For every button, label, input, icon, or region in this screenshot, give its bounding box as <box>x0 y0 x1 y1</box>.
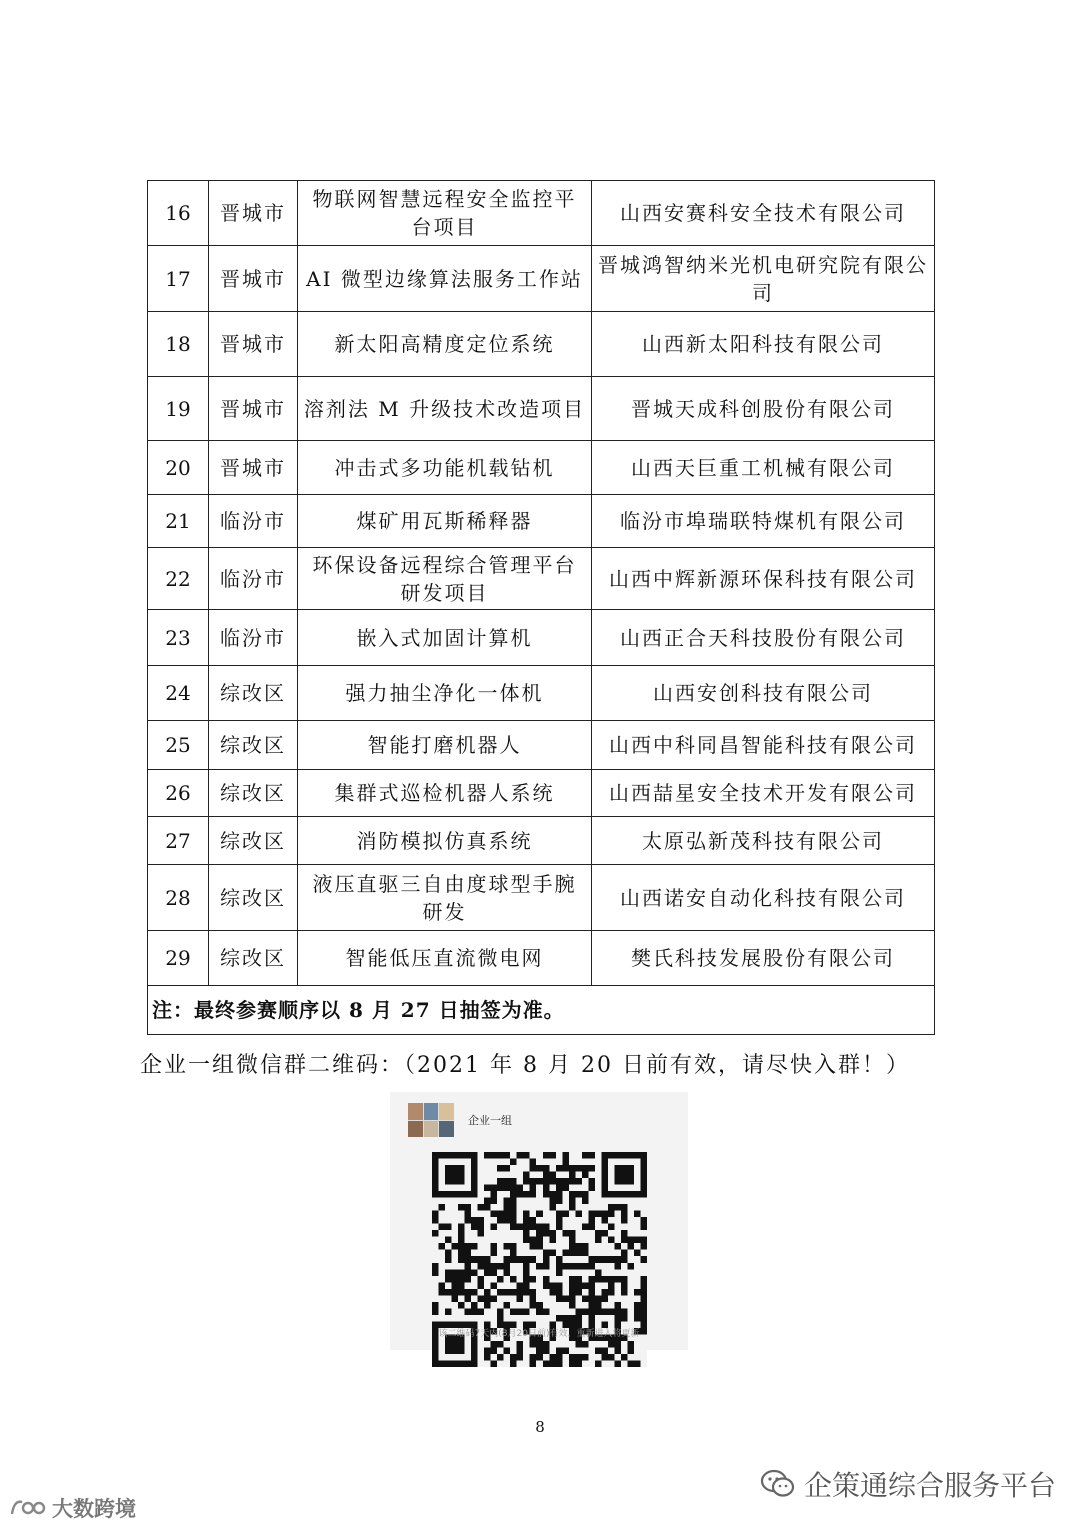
row-company: 樊氏科技发展股份有限公司 <box>592 931 935 986</box>
row-number: 24 <box>148 666 209 721</box>
watermark-left-text: 大数跨境 <box>52 1497 136 1521</box>
row-number: 20 <box>148 441 209 495</box>
table-row <box>148 181 935 246</box>
row-city: 综改区 <box>209 865 298 931</box>
qr-caption: 企业一组微信群二维码：（2021 年 8 月 20 日前有效，请尽快入群！） <box>140 1053 910 1078</box>
row-project: 煤矿用瓦斯稀释器 <box>298 495 592 548</box>
table-row <box>148 666 935 721</box>
row-company: 临汾市埠瑞联特煤机有限公司 <box>592 495 935 548</box>
row-number: 21 <box>148 495 209 548</box>
row-number: 18 <box>148 312 209 377</box>
row-number: 16 <box>148 181 209 246</box>
watermark-left <box>8 1494 136 1522</box>
projects-table <box>147 180 935 1035</box>
row-city: 晋城市 <box>209 441 298 495</box>
row-project: 智能打磨机器人 <box>298 721 592 770</box>
row-project: 溶剂法 M 升级技术改造项目 <box>298 377 592 441</box>
row-company: 山西新太阳科技有限公司 <box>592 312 935 377</box>
row-company: 山西诺安自动化科技有限公司 <box>592 865 935 931</box>
row-city: 综改区 <box>209 817 298 865</box>
row-number: 26 <box>148 770 209 817</box>
row-city: 综改区 <box>209 931 298 986</box>
wechat-icon <box>760 1468 796 1500</box>
table-row <box>148 721 935 770</box>
table-row <box>148 441 935 495</box>
row-city: 晋城市 <box>209 246 298 312</box>
table-row <box>148 931 935 986</box>
row-project: 智能低压直流微电网 <box>298 931 592 986</box>
row-city: 综改区 <box>209 666 298 721</box>
row-company: 山西中辉新源环保科技有限公司 <box>592 548 935 610</box>
qr-validity-note: 该二维码7天内(8月20日前)有效，重新进入将更新 <box>438 1329 640 1339</box>
row-number: 27 <box>148 817 209 865</box>
row-company: 山西正合天科技股份有限公司 <box>592 610 935 666</box>
row-project: 环保设备远程综合管理平台研发项目 <box>298 548 592 610</box>
qr-card <box>390 1092 688 1350</box>
row-company: 山西喆星安全技术开发有限公司 <box>592 770 935 817</box>
row-city: 晋城市 <box>209 377 298 441</box>
row-project: 新太阳高精度定位系统 <box>298 312 592 377</box>
row-project: 嵌入式加固计算机 <box>298 610 592 666</box>
table-note-row <box>148 986 935 1035</box>
row-company: 晋城天成科创股份有限公司 <box>592 377 935 441</box>
watermark-logo-icon <box>8 1496 48 1520</box>
row-city: 临汾市 <box>209 495 298 548</box>
table-row <box>148 377 935 441</box>
row-company: 山西安创科技有限公司 <box>592 666 935 721</box>
row-project: 冲击式多功能机载钻机 <box>298 441 592 495</box>
row-project: AI 微型边缘算法服务工作站 <box>298 246 592 312</box>
row-number: 17 <box>148 246 209 312</box>
row-project: 集群式巡检机器人系统 <box>298 770 592 817</box>
row-number: 28 <box>148 865 209 931</box>
row-project: 强力抽尘净化一体机 <box>298 666 592 721</box>
row-number: 23 <box>148 610 209 666</box>
row-project: 消防模拟仿真系统 <box>298 817 592 865</box>
row-city: 晋城市 <box>209 312 298 377</box>
group-name: 企业一组 <box>468 1114 512 1127</box>
table-note: 注：最终参赛顺序以 8 月 27 日抽签为准。 <box>148 986 935 1035</box>
table-row <box>148 312 935 377</box>
row-number: 19 <box>148 377 209 441</box>
qr-card-header <box>408 1102 512 1138</box>
table-row <box>148 817 935 865</box>
watermark-right-text: 企策通综合服务平台 <box>804 1469 1057 1502</box>
row-city: 临汾市 <box>209 548 298 610</box>
group-avatar <box>408 1103 454 1137</box>
table-row <box>148 610 935 666</box>
row-company: 山西天巨重工机械有限公司 <box>592 441 935 495</box>
row-city: 综改区 <box>209 770 298 817</box>
table-row <box>148 770 935 817</box>
table-row <box>148 246 935 312</box>
row-project: 液压直驱三自由度球型手腕研发 <box>298 865 592 931</box>
row-company: 山西安赛科安全技术有限公司 <box>592 181 935 246</box>
row-company: 晋城鸿智纳米光机电研究院有限公司 <box>592 246 935 312</box>
row-city: 综改区 <box>209 721 298 770</box>
page-number: 8 <box>535 1418 545 1436</box>
row-company: 太原弘新茂科技有限公司 <box>592 817 935 865</box>
row-company: 山西中科同昌智能科技有限公司 <box>592 721 935 770</box>
row-number: 25 <box>148 721 209 770</box>
row-city: 晋城市 <box>209 181 298 246</box>
row-city: 临汾市 <box>209 610 298 666</box>
watermark-right <box>760 1464 1056 1504</box>
row-number: 29 <box>148 931 209 986</box>
row-number: 22 <box>148 548 209 610</box>
table-row <box>148 865 935 931</box>
table-row <box>148 548 935 610</box>
row-project: 物联网智慧远程安全监控平台项目 <box>298 181 592 246</box>
table-row <box>148 495 935 548</box>
